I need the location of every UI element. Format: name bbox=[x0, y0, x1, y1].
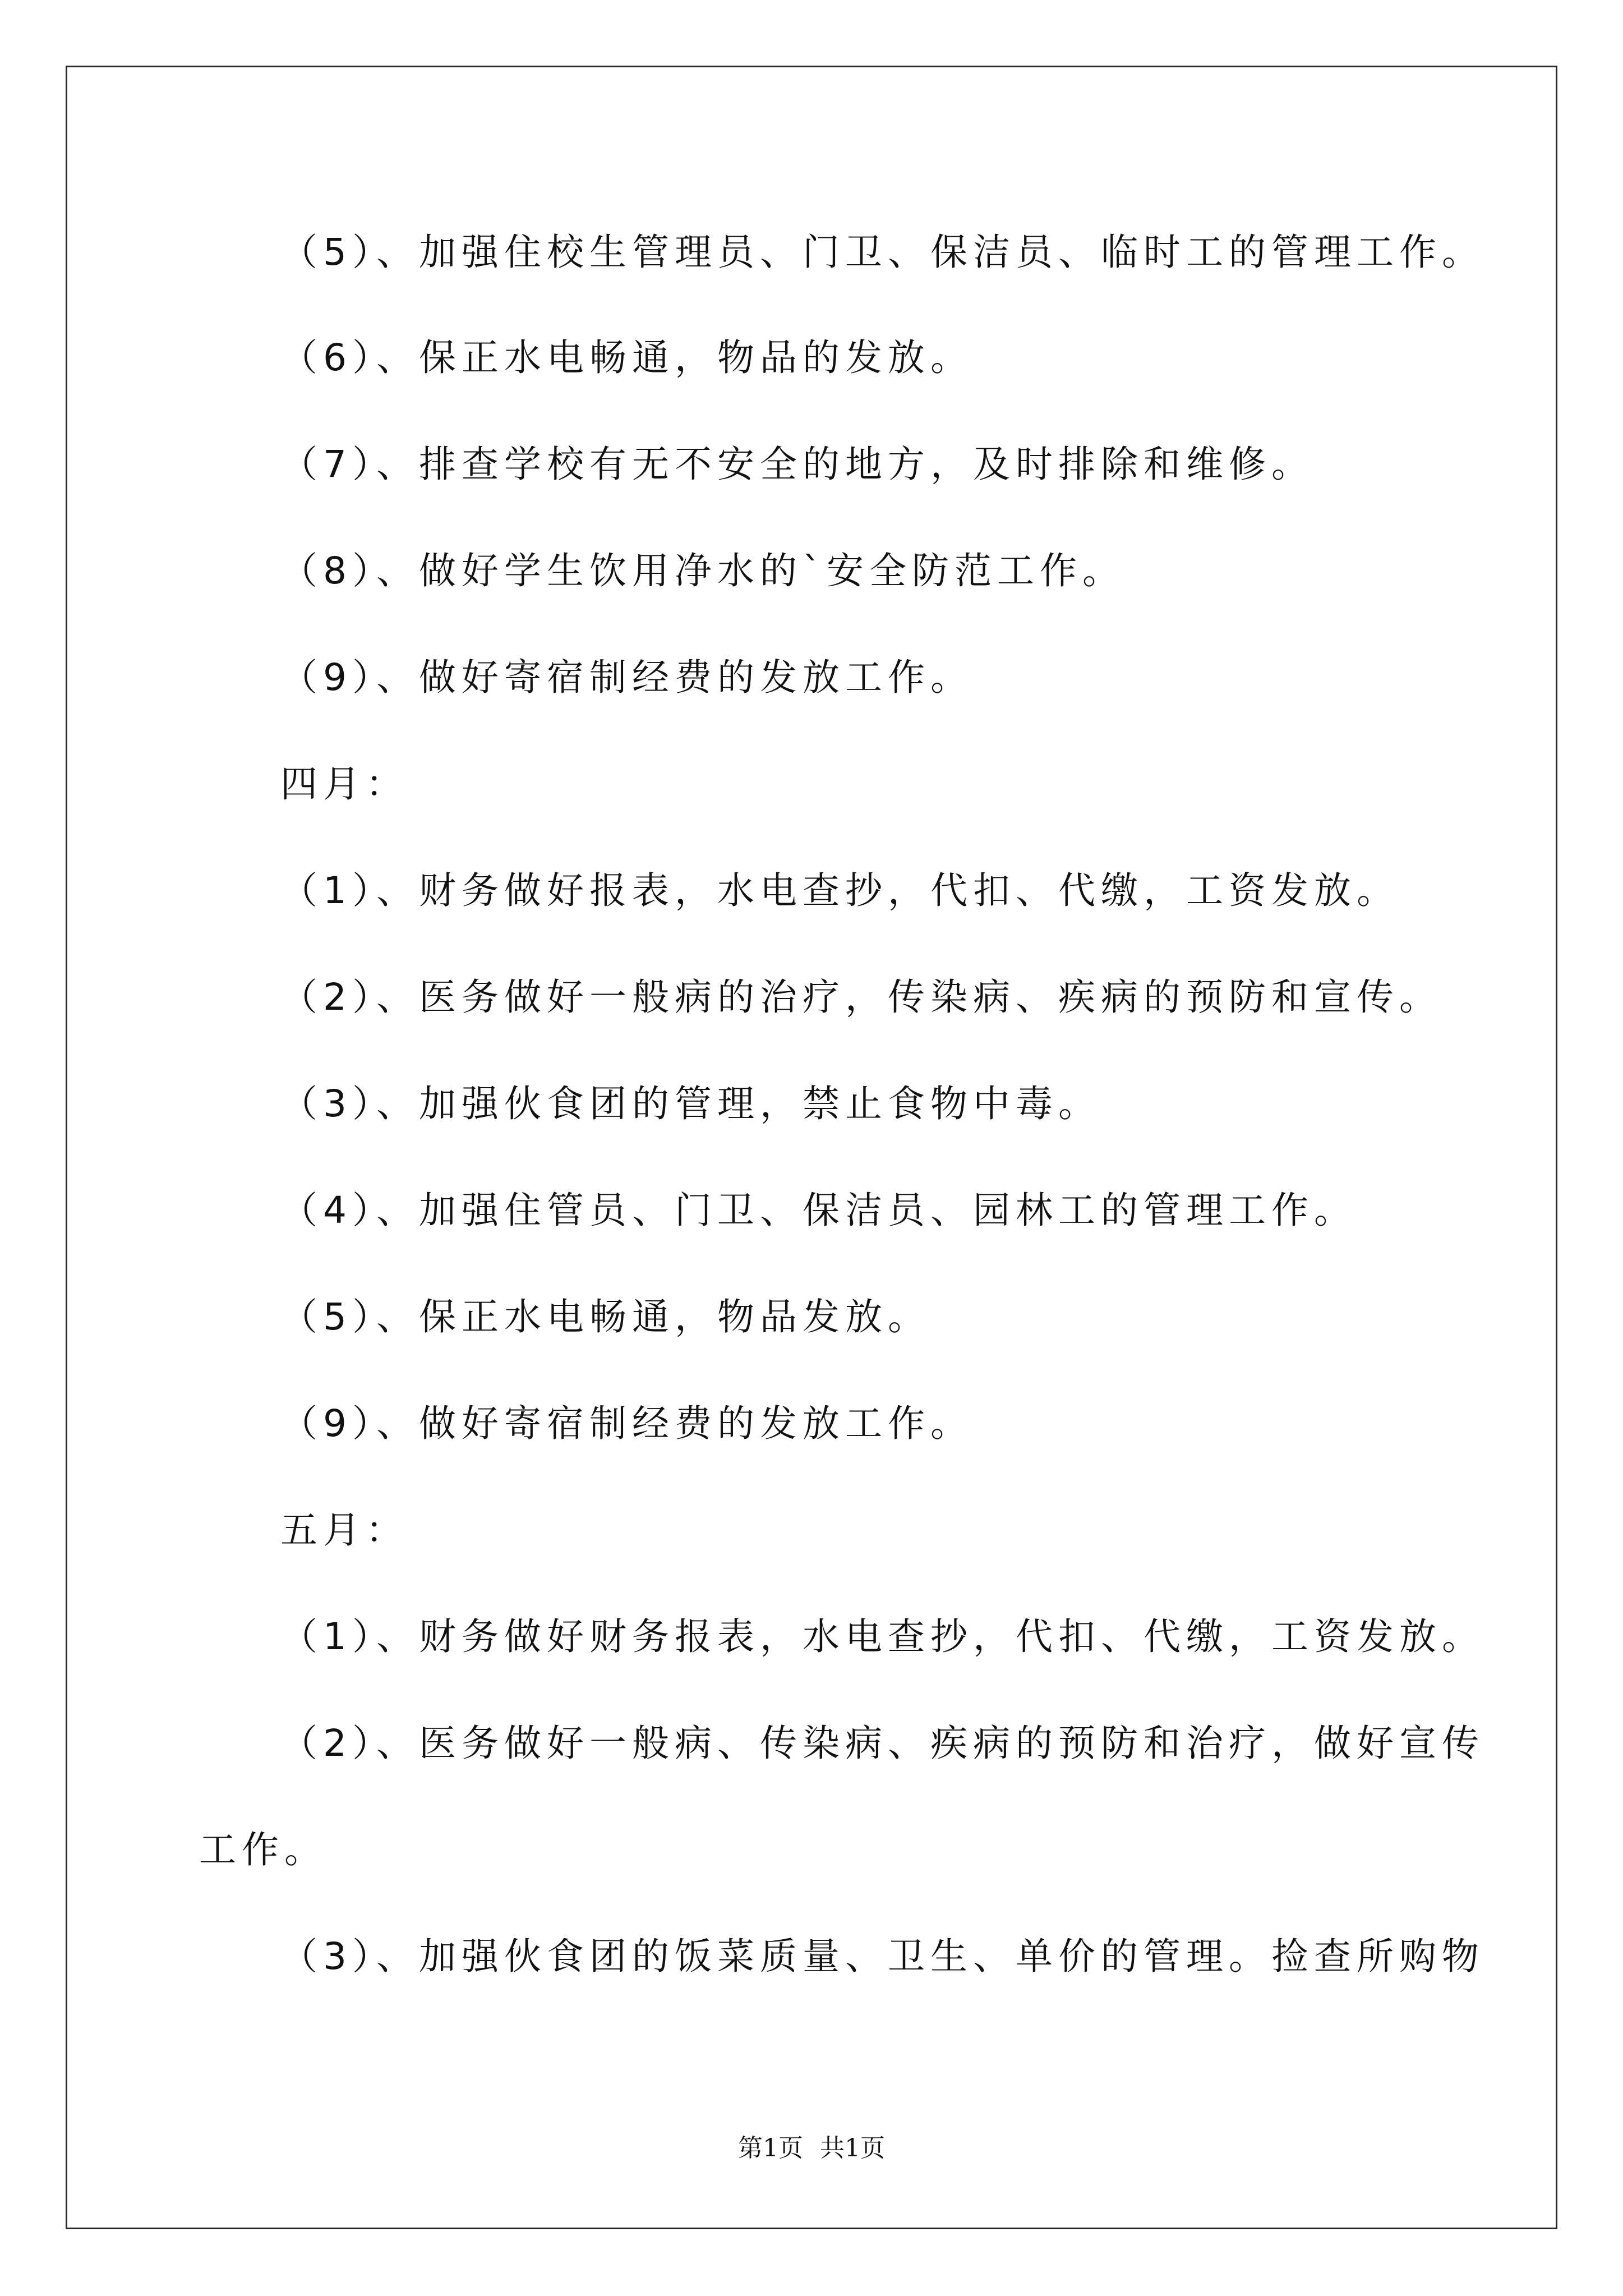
paragraph-line: （2）、医务做好一般病、传染病、疾病的预防和治疗，做好宣传 bbox=[280, 1722, 1484, 1765]
paragraph-line: （7）、排查学校有无不安全的地方，及时排除和维修。 bbox=[280, 443, 1314, 486]
paragraph-line: （2）、医务做好一般病的治疗，传染病、疾病的预防和宣传。 bbox=[280, 976, 1442, 1019]
paragraph-line: （6）、保正水电畅通，物品的发放。 bbox=[280, 336, 973, 379]
page-frame bbox=[66, 66, 1557, 2229]
paragraph-line: （9）、做好寄宿制经费的发放工作。 bbox=[280, 1402, 973, 1445]
paragraph-line: （3）、加强伙食团的管理，禁止食物中毒。 bbox=[280, 1082, 1101, 1125]
paragraph-line: 工作。 bbox=[199, 1828, 327, 1871]
paragraph-line: （9）、做好寄宿制经费的发放工作。 bbox=[280, 656, 973, 699]
paragraph-line: （3）、加强伙食团的饭菜质量、卫生、单价的管理。捡查所购物 bbox=[280, 1935, 1484, 1978]
paragraph-line: （4）、加强住管员、门卫、保洁员、园林工的管理工作。 bbox=[280, 1189, 1357, 1232]
paragraph-line: （5）、保正水电畅通，物品发放。 bbox=[280, 1295, 930, 1338]
paragraph-line: （5）、加强住校生管理员、门卫、保洁员、临时工的管理工作。 bbox=[280, 231, 1484, 274]
paragraph-line: （1）、财务做好财务报表，水电查抄，代扣、代缴，工资发放。 bbox=[280, 1615, 1484, 1658]
paragraph-line: （1）、财务做好报表，水电查抄，代扣、代缴，工资发放。 bbox=[280, 869, 1399, 912]
paragraph-line: （8）、做好学生饮用净水的`安全防范工作。 bbox=[280, 549, 1125, 592]
page-footer: 第1页 共1页 bbox=[738, 2134, 885, 2162]
section-heading: 五月： bbox=[280, 1508, 408, 1552]
section-heading: 四月： bbox=[280, 762, 408, 806]
